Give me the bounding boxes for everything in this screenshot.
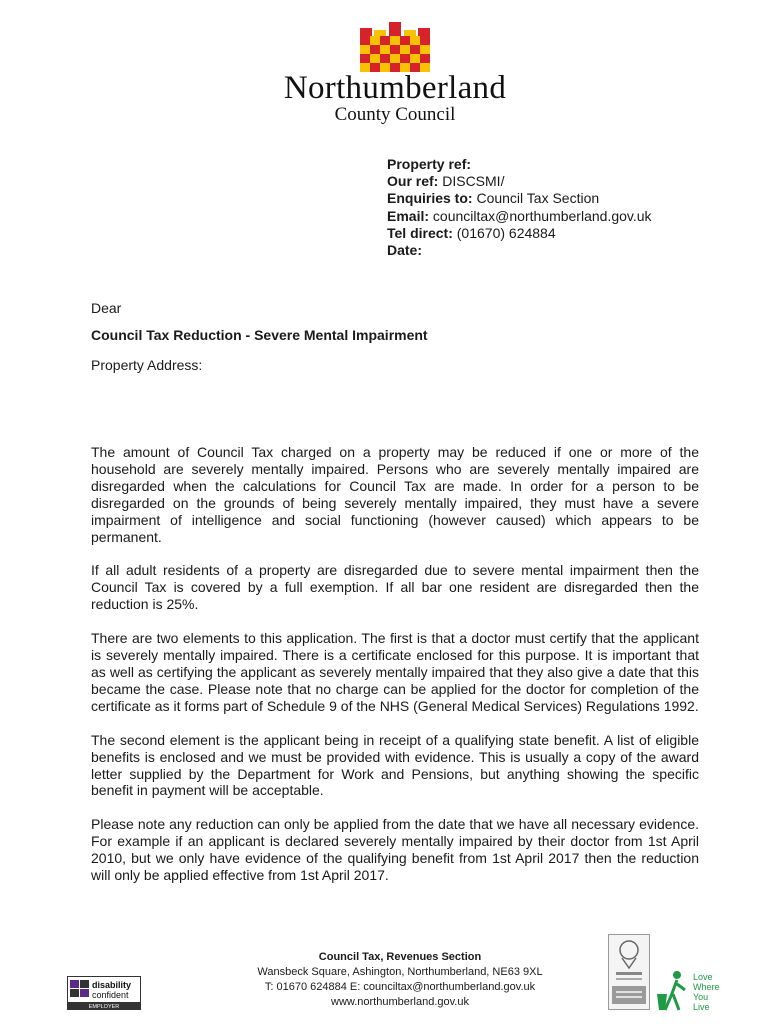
letter-body: [91, 444, 699, 901]
litter-bin-icon: [655, 970, 727, 1012]
disability-confident-badge: [67, 976, 141, 1010]
property-address-label: Property Address:: [91, 357, 203, 373]
date-ref: Date:: [387, 242, 423, 259]
love-where-you-live-badge: [655, 970, 727, 1012]
confident-text: confident: [92, 990, 129, 1000]
lwyl-live: Live: [693, 1002, 710, 1012]
enquiries-to: Enquiries to: Council Tax Section: [387, 190, 600, 207]
letter-subject: Council Tax Reduction - Severe Mental Impairment: [91, 327, 428, 343]
footer-title: Council Tax, Revenues Section: [318, 951, 482, 963]
reference-block: [387, 156, 652, 259]
org-name: Northumberland: [283, 70, 507, 106]
paragraph-3: There are two elements to this application. The first is that a doctor must certify that the applicant is severely mentally impaired. There is a certificate enclosed for this purpose. It is important that as well as certifying the applicant as severely mentally impaired that they also give a date that this became the case. Please note that no charge can be applied for the doctor for completion of the certificate as it forms part of Schedule 9 of the NHS (General Medical Services) Regulations 1992.: [91, 630, 699, 714]
our-ref: Our ref: DISCSMI/: [387, 173, 505, 190]
certification-crest-icon: [608, 934, 650, 1010]
paragraph-2: If all adult residents of a property are disregarded due to severe mental impairment then the Council Tax is covered by a full exemption. If all bar one resident are disregarded then the reduction is 25%.: [91, 562, 699, 613]
paragraph-1: The amount of Council Tax charged on a property may be reduced if one or more of the household are severely mentally impaired. Persons who are severely mentally impaired are disregarded when the calculations for Council Tax are made. In order for a person to be disregarded on the grounds of being severely mentally impaired, they must have a severe impairment of intelligence and social functioning (however caused) which appears to be permanent.: [91, 444, 699, 545]
employer-text: EMPLOYER: [88, 1004, 120, 1010]
footer-website: www.northumberland.gov.uk: [331, 996, 469, 1008]
lwyl-love: Love: [693, 972, 713, 982]
council-logo-icon: [360, 22, 430, 72]
footer-contact: T: 01670 624884 E: counciltax@northumberland.gov.uk: [264, 981, 536, 993]
disability-confident-logo-icon: [67, 976, 141, 1010]
org-subtitle: County Council: [334, 104, 456, 125]
footer: [200, 950, 600, 1010]
paragraph-5: Please note any reduction can only be applied from the date that we have all necessary evidence. For example if an applicant is declared severely mentally impaired by their doctor from 1st April 2010, but we only have evidence of the qualifying benefit from 1st April 2017 then the reduction will only be applied effective from 1st April 2017.: [91, 816, 699, 884]
email-ref: Email: counciltax@northumberland.gov.uk: [387, 207, 652, 224]
tel-direct: Tel direct: (01670) 624884: [387, 224, 556, 241]
paragraph-4: The second element is the applicant being in receipt of a qualifying state benefit. A list of eligible benefits is enclosed and we must be provided with evidence. This is usually a copy of the award letter supplied by the Department for Work and Pensions, but anything showing the specific benefit in payment will be acceptable.: [91, 731, 699, 799]
lwyl-you: You: [693, 992, 709, 1002]
disability-text: disability: [92, 980, 132, 990]
lwyl-where: Where: [693, 982, 720, 992]
footer-address: Wansbeck Square, Ashington, Northumberland, NE63 9XL: [257, 966, 543, 978]
property-ref: Property ref:: [387, 156, 472, 172]
salutation: Dear: [91, 300, 122, 316]
